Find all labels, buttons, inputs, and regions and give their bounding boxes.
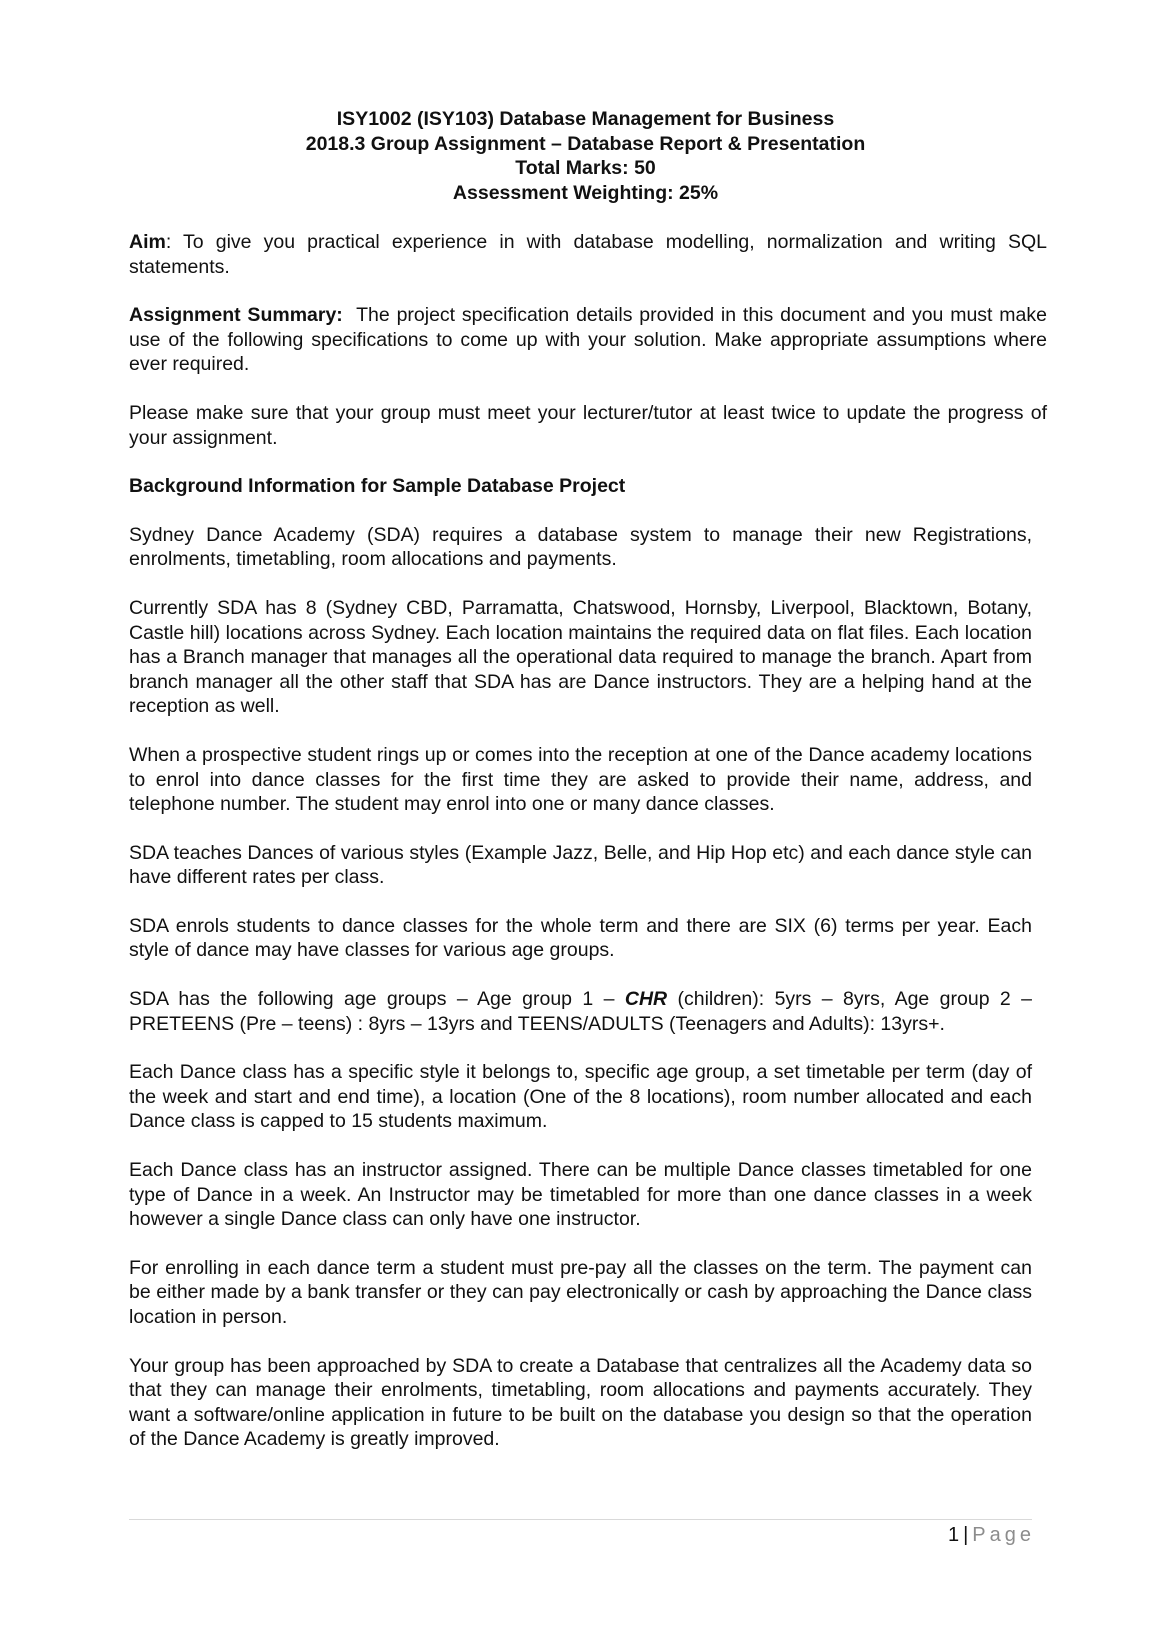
- aim-label: Aim: [129, 231, 166, 253]
- meet-paragraph: Please make sure that your group must meet your lecturer/tutor at least twice to update the progress of your assignment.: [129, 401, 1047, 449]
- aim-paragraph: [129, 230, 1047, 279]
- paragraph-instructors: Each Dance class has an instructor assigned. There can be multiple Dance classes timetabled for one type of Dance in a week. An Instructor may be timetabled for more than one dance classes in a week however a single Dance class can only have one instructor.: [129, 1159, 1032, 1231]
- title-line-assignment: 2018.3 Group Assignment – Database Report & Presentation: [305, 132, 866, 155]
- aim-text: : To give you practical experience in with database modelling, normalization and writing SQL statements.: [129, 231, 1047, 278]
- summary-label: Assignment Summary:: [129, 304, 343, 327]
- footer-separator: |: [963, 1524, 969, 1546]
- page-label: Page: [972, 1524, 1035, 1546]
- page-footer: [948, 1522, 1035, 1548]
- background-heading: Background Information for Sample Database Project: [129, 475, 626, 498]
- age-group-chr: CHR: [624, 988, 668, 1011]
- paragraph-project-goal: Your group has been approached by SDA to create a Database that centralizes all the Academy data so that they can manage their enrolments, timetabling, room allocations and payments accurately. They want a software/online application in future to be built on the database you design so that the operation of the Dance Academy is greatly improved.: [129, 1354, 1032, 1451]
- paragraph-enrolment: When a prospective student rings up or comes into the reception at one of the Dance academy locations to enrol into dance classes for the first time they are asked to provide their name, address, and telephone number. The student may enrol into one or many dance classes.: [129, 743, 1032, 816]
- paragraph-age-groups: [129, 987, 1032, 1036]
- paragraph-terms: SDA enrols students to dance classes for the whole term and there are SIX (6) terms per year. Each style of dance may have classes for various age groups.: [129, 914, 1032, 962]
- page-number: 1: [947, 1524, 960, 1546]
- title-line-marks: Total Marks: 50: [515, 157, 656, 179]
- paragraph-locations: Currently SDA has 8 (Sydney CBD, Parramatta, Chatswood, Hornsby, Liverpool, Blacktown, Botany, Castle hill) locations across Sydney. Each location maintains the required data on flat files. Each location has a Branch manager that manages all the operational data required to manage the branch. Apart from branch manager all the other staff that SDA has are Dance instructors. They are a helping hand at the reception as well.: [129, 596, 1032, 718]
- summary-paragraph: [129, 303, 1053, 377]
- paragraph-payment: For enrolling in each dance term a student must pre-pay all the classes on the term. The payment can be either made by a bank transfer or they can pay electronically or cash by approaching the Dance class location in person.: [129, 1256, 1032, 1328]
- title-line-course: ISY1002 (ISY103) Database Management for Business: [336, 108, 835, 130]
- footer-divider: [129, 1519, 1032, 1520]
- paragraph-sda-intro: Sydney Dance Academy (SDA) requires a database system to manage their new Registrations, enrolments, timetabling, room allocations and payments.: [129, 523, 1032, 571]
- document-body: [129, 230, 1053, 1476]
- age-groups-text-end: (children): 5yrs – 8yrs, Age group 2 – PRETEENS (Pre – teens) : 8yrs – 13yrs and TEENS/ADULTS (Teenagers and Adults): 13yrs+.: [129, 988, 1032, 1035]
- paragraph-class-details: Each Dance class has a specific style it belongs to, specific age group, a set timetable per term (day of the week and start and end time), a location (One of the 8 locations), room number allocated and each Dance class is capped to 15 students maximum.: [129, 1061, 1032, 1133]
- age-groups-text-start: SDA has the following age groups – Age group 1 –: [129, 988, 625, 1011]
- paragraph-dance-styles: SDA teaches Dances of various styles (Example Jazz, Belle, and Hip Hop etc) and each dance style can have different rates per class.: [129, 841, 1032, 889]
- document-title: [129, 107, 1042, 205]
- summary-text: The project specification details provided in this document and you must make use of the following specifications to come up with your solution. Make appropriate assumptions where ever required.: [129, 304, 1053, 376]
- title-line-weighting: Assessment Weighting: 25%: [452, 181, 719, 204]
